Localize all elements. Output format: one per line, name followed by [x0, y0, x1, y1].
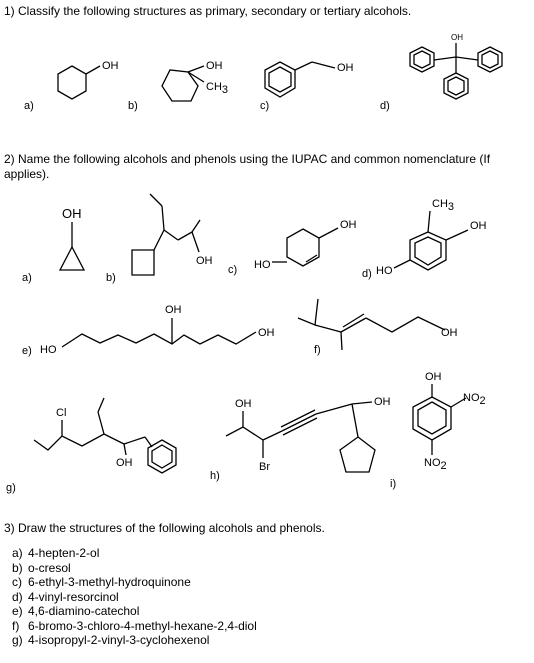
q1b-methylcyclopentanol: [162, 60, 228, 101]
q3-item-g: [12, 633, 257, 648]
oh-label: OH: [196, 255, 213, 267]
q2f-alkenol: [298, 299, 458, 350]
no2-label: NO2: [424, 457, 447, 472]
q1-label-b: b): [128, 100, 138, 112]
q2c-cyclohexenediol: [254, 219, 357, 271]
q2i-dinitrophenol: [413, 371, 486, 472]
oh-label: OH: [116, 457, 133, 469]
q1-heading: 1) Classify the following structures as primary, secondary or tertiary alcohols.: [4, 4, 412, 18]
q3-item-text: 4-vinyl-resorcinol: [28, 589, 119, 604]
q2-label-b: b): [106, 272, 116, 284]
q2h-alkyne-diol: [226, 396, 391, 473]
ch3-label: CH3: [432, 198, 455, 213]
q1d-triphenylmethanol: [410, 33, 502, 99]
q3-item-label: d): [12, 589, 23, 604]
br-label: Br: [259, 461, 270, 473]
q3-heading: 3) Draw the structures of the following alcohols and phenols.: [4, 521, 325, 535]
oh-label: OH: [374, 396, 391, 408]
q3-item-c: [12, 575, 257, 590]
q3-item-e: [12, 604, 257, 619]
q3-item-label: g): [12, 633, 23, 647]
q2-label-i: i): [390, 478, 397, 490]
oh-label: OH: [425, 371, 442, 383]
q3-item-label: b): [12, 560, 23, 575]
q2-label-e: e): [22, 345, 32, 357]
oh-label: OH: [206, 60, 223, 72]
q2e-chain-triol: [40, 304, 275, 356]
oh-label: OH: [235, 398, 252, 410]
q2-label-d: d): [362, 268, 372, 280]
q3-item-d: [12, 590, 257, 605]
q1-label-c: c): [260, 100, 270, 112]
q3-item-text: 4,6-diamino-catechol: [28, 604, 140, 618]
q2a-cyclopropanol: [60, 206, 84, 270]
q3-item-text: 6-bromo-3-chloro-4-methyl-hexane-2,4-diol: [28, 618, 257, 633]
q1-label-a: a): [24, 100, 34, 112]
q1c-benzyl-alcohol: [265, 62, 354, 97]
q3-item-text: o-cresol: [28, 560, 71, 575]
q3-item-a: [12, 546, 257, 561]
q2-label-a: a): [22, 272, 32, 284]
ch3-label: CH3: [206, 81, 229, 96]
q3-item-text: 4-hepten-2-ol: [28, 546, 100, 560]
q2-heading-line2: applies).: [4, 167, 50, 181]
q2-label-f: f): [314, 344, 321, 356]
ho-label: HO: [376, 265, 393, 277]
oh-label: OH: [340, 219, 357, 231]
oh-label: OH: [337, 62, 354, 74]
q2-label-g: g): [6, 482, 16, 494]
q2-heading-line1: 2) Name the following alcohols and phenols using the IUPAC and common nomenclature (If: [4, 152, 491, 166]
q3-item-text: 4-isopropyl-2-vinyl-3-cyclohexenol: [28, 633, 210, 647]
oh-label: OH: [258, 327, 275, 339]
ho-label: HO: [254, 259, 271, 271]
q2d-methylresorcinol: [376, 198, 487, 277]
q2b-cyclobutyl-alcohol: [132, 194, 213, 275]
q3-item-text: 6-ethyl-3-methyl-hydroquinone: [28, 575, 191, 589]
oh-label: OH: [102, 60, 119, 72]
q3-item-label: a): [12, 546, 23, 560]
cl-label: Cl: [56, 407, 67, 419]
q3-item-f: [12, 619, 257, 634]
ho-label: HO: [40, 344, 57, 356]
q3-item-label: c): [12, 575, 22, 589]
q2-label-h: h): [210, 470, 220, 482]
q3-item-label: f): [12, 618, 20, 633]
q2-label-c: c): [228, 264, 238, 276]
q2g-phenyl-alcohol: [34, 398, 176, 473]
q1-label-d: d): [380, 100, 390, 112]
oh-label: OH: [165, 304, 182, 316]
q1a-cyclohexanol: [58, 60, 119, 99]
q3-list: [12, 546, 257, 648]
no2-label: NO2: [463, 392, 486, 407]
q3-item-b: [12, 561, 257, 576]
oh-label: OH: [441, 327, 458, 339]
q3-item-label: e): [12, 604, 23, 618]
oh-label: OH: [451, 33, 463, 42]
oh-label: OH: [470, 220, 487, 232]
oh-label: OH: [62, 206, 82, 221]
